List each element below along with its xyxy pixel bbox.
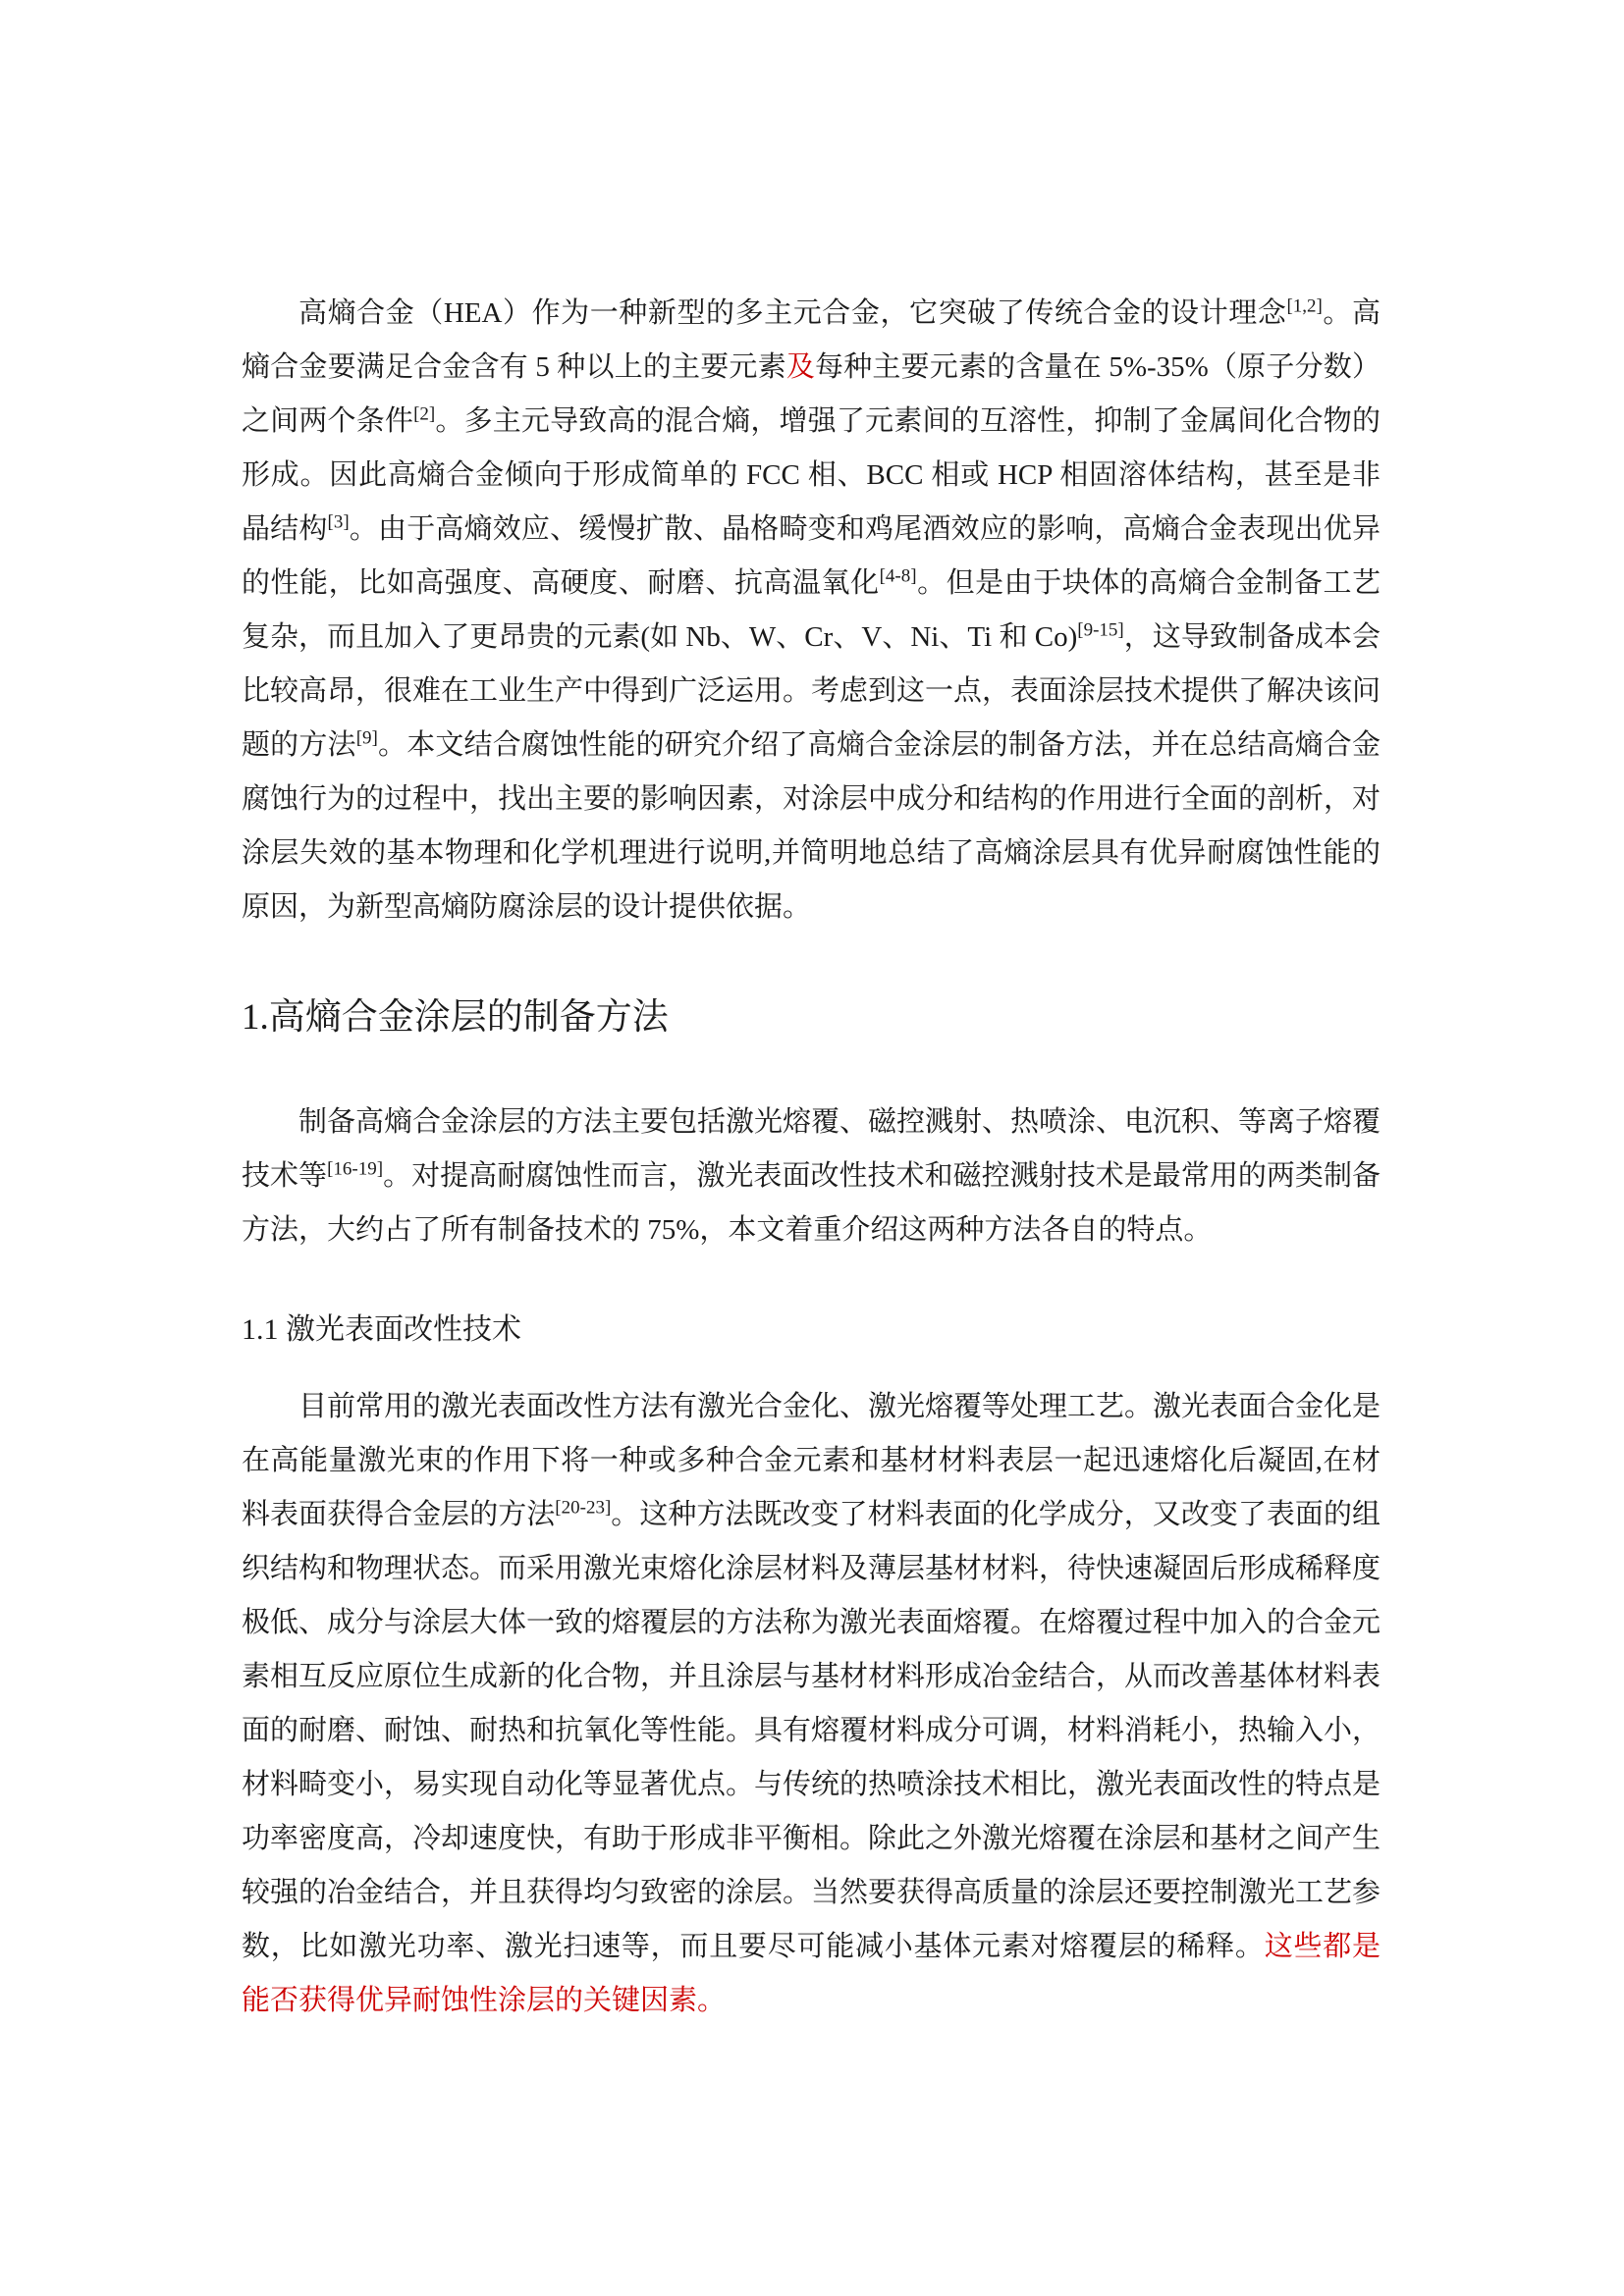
text-run: ，这导致制备成本会比较高昂，很难在工业生产中得到广泛运用。考虑到这一点，表面涂层技术提供了解决该问题的方法 (242, 621, 1381, 761)
reference-superscript: [4-8] (879, 565, 917, 587)
reference-superscript: [9-15] (1077, 619, 1124, 641)
text-run: 。但是由于块体的高熵合金制备工艺复杂，而且加入了更昂贵的元素(如 Nb、W、Cr、V、Ni、Ti 和 Co) (242, 567, 1380, 653)
reference-superscript: [9] (355, 727, 378, 749)
reference-superscript: [1,2] (1286, 295, 1323, 317)
body-paragraph (242, 287, 1380, 934)
section-heading (242, 988, 1380, 1048)
text-run: 。本文结合腐蚀性能的研究介绍了高熵合金涂层的制备方法，并在总结高熵合金腐蚀行为的过程中，找出主要的影响因素，对涂层中成分和结构的作用进行全面的剖析，对涂层失效的基本物理和化学机理进行说明,并简明地总结了高熵涂层具有优异耐腐蚀性能的原因，为新型高熵防腐涂层的设计提供依据。 (242, 729, 1381, 923)
text-run: 制备高熵合金涂层的方法主要包括激光熔覆、磁控溅射、热喷涂、电沉积、等离子熔覆技术等 (242, 1106, 1381, 1192)
body-paragraph (242, 1095, 1380, 1257)
text-run: 每种主要元素的含量在 5%-35%（原子分数）之间两个条件 (242, 351, 1380, 437)
text-run: 1.1 激光表面改性技术 (242, 1313, 521, 1346)
revision-red-text: 及 (785, 351, 816, 383)
text-run: 高熵合金（HEA）作为一种新型的多主元合金，它突破了传统合金的设计理念 (298, 297, 1287, 329)
text-run: 。这种方法既改变了材料表面的化学成分，又改变了表面的组织结构和物理状态。而采用激光束熔化涂层材料及薄层基材材料，待快速凝固后形成稀释度极低、成分与涂层大体一致的熔覆层的方法称为激光表面熔覆。在熔覆过程中加入的合金元素相互反应原位生成新的化合物，并且涂层与基材材料形成冶金结合，从而改善基体材料表面的耐磨、耐蚀、耐热和抗氧化等性能。具有熔覆材料成分可调，材料消耗小，热输入小，材料畸变小，易实现自动化等显著优点。与传统的热喷涂技术相比，激光表面改性的特点是功率密度高，冷却速度快，有助于形成非平衡相。除此之外激光熔覆在涂层和基材之间产生较强的冶金结合，并且获得均匀致密的涂层。当然要获得高质量的涂层还要控制激光工艺参数，比如激光功率、激光扫速等，而且要尽可能减小基体元素对熔覆层的稀释。 (242, 1499, 1381, 1962)
reference-superscript: [20-23] (555, 1497, 612, 1519)
text-run: 。高熵合金要满足合金含有 5 种以上的主要元素 (242, 297, 1380, 383)
text-run: 目前常用的激光表面改性方法有激光合金化、激光熔覆等处理工艺。激光表面合金化是在高能量激光束的作用下将一种或多种合金元素和基材材料表层一起迅速熔化后凝固,在材料表面获得合金层的方法 (242, 1391, 1381, 1530)
text-run: 。多主元导致高的混合熵，增强了元素间的互溶性，抑制了金属间化合物的形成。因此高熵合金倾向于形成简单的 FCC 相、BCC 相或 HCP 相固溶体结构，甚至是非晶结构 (242, 405, 1380, 545)
text-run: 。由于高熵效应、缓慢扩散、晶格畸变和鸡尾酒效应的影响，高熵合金表现出优异的性能，比如高强度、高硬度、耐磨、抗高温氧化 (242, 513, 1380, 599)
body-paragraph (242, 1380, 1380, 2028)
reference-superscript: [16-19] (327, 1158, 384, 1180)
text-run: 。对提高耐腐蚀性而言，激光表面改性技术和磁控溅射技术是最常用的两类制备方法，大约占了所有制备技术的 75%，本文着重介绍这两种方法各自的特点。 (242, 1160, 1380, 1246)
revision-red-text: 这些都是能否获得优异耐蚀性涂层的关键因素。 (242, 1931, 1380, 2016)
text-run: 1.高熵合金涂层的制备方法 (242, 997, 669, 1038)
reference-superscript: [3] (327, 511, 350, 533)
reference-superscript: [2] (413, 403, 436, 425)
subsection-heading (242, 1303, 1380, 1357)
text-block (242, 287, 1380, 2028)
